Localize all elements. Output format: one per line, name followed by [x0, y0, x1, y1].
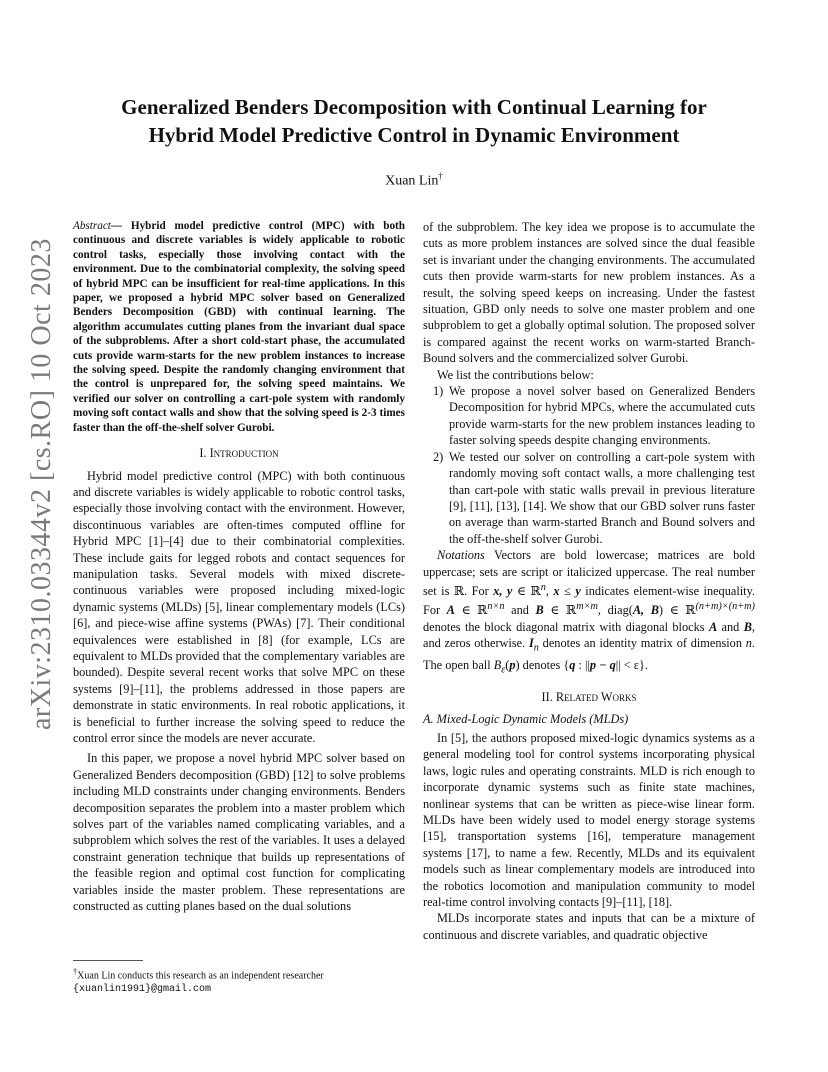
notations-text: and	[717, 619, 744, 634]
notations-text: (	[505, 658, 510, 673]
notations-text: : ||	[575, 658, 590, 673]
arxiv-identifier: arXiv:2310.03344v2 [cs.RO] 10 Oct 2023	[26, 238, 57, 730]
list-item-number: 1)	[433, 384, 444, 399]
math-symbol: B	[493, 658, 502, 673]
title-line-1: Generalized Benders Decomposition with Continual Learning for	[121, 95, 707, 119]
math-subscript: n	[533, 642, 539, 654]
notations-text: . The open ball	[423, 636, 755, 673]
list-item	[423, 449, 755, 547]
mld-paragraph-2: MLDs incorporate states and inputs that can be a mixture of continuous and discrete variables, and quadratic objective	[423, 911, 755, 942]
intro-paragraph-1: Hybrid model predictive control (MPC) with both continuous and discrete variables is widely applicable to robotic control tasks, especially those involving contact with the environment. However, discontinuous variables are often-times computed offline for Hybrid MPC [1]–[4] due to their combinatorial complexities. These include gaits for legged robots and contact sequences for manipulation tasks. Several models with mixed discrete-continuous variables were proposed including mixed-logic dynamic systems (MLDs) [5], linear complementary models (LCs) [6], and piece-wise affine systems (PWAs) [7]. Their conditional equivalences were established in [8] (for example, LCs are equivalent to MLDs provided that the complementary variables are bounded). Despite several recent works that solve MPC on these systems [9]–[11], the problems addressed in those papers are demonstrate in static environments. In real robotic applications, it is beneficial to further increase the solving speed to reduce the control error since the models are never accurate.	[73, 468, 405, 745]
math-symbol: A	[446, 603, 455, 618]
list-item-text: We propose a novel solver based on Generalized Benders Decomposition for hybrid MPCs, where the accumulated cuts provide warm-starts for the new problem instances leading to faster solving speeds despite changing environments.	[449, 384, 755, 448]
abstract-text: Hybrid model predictive control (MPC) with both continuous and discrete variables is widely applicable to robotic control tasks, especially those involving contact with the environment. Due to the combinatorial complexity, the solving speed of hybrid MPC can be insufficient for real-time applications. In this paper, we proposed a hybrid MPC solver based on Generalized Benders Decomposition (GBD) with continual learning. The algorithm accumulates cutting planes from the invariant dual space of the subproblems. After a short cold-start phase, the accumulated cuts provide warm-starts for the new problem instances to increase the solving speed. Despite the randomly changing environment that the control is unprepared for, the solving speed maintains. We verified our solver on controlling a cart-pole system with randomly moving soft contact walls and show that the solving speed is 2-3 times faster than the off-the-shelf solver Gurobi.	[73, 220, 405, 434]
math-superscript: (n+m)×(n+m)	[695, 601, 755, 613]
list-item-number: 2)	[433, 449, 444, 464]
footnote-text: Xuan Lin conducts this research as an independent researcher	[77, 970, 324, 982]
notations-text: , diag(	[597, 603, 633, 618]
intro-paragraph-2: In this paper, we propose a novel hybrid MPC solver based on Generalized Benders decomposition (GBD) [12] to solve problems including MLD constraints under changing environments. Benders decomposition separates the problem into a master problem which solves part of the variables named complicating variables, and a subproblem which solves the rest of the variables. It uses a delayed constraint generation technique that builds up representations of the feasible region and optimal cost function for complicating variables inside the master problem. These representations are constructed as cutting planes based on the dual solutions	[73, 751, 405, 914]
title-line-2: Hybrid Model Predictive Control in Dynamic Environment	[148, 123, 680, 147]
author-line	[0, 171, 828, 190]
math-symbol: x, y	[493, 584, 513, 599]
notations-text: || < ε}.	[615, 658, 648, 673]
right-paragraph-1: of the subproblem. The key idea we propose is to accumulate the cuts as more problem instances are solved since the dual feasible set is invariant under the changing environments. The accumulated cuts then provide warm-starts for new problem instances. As a result, the solving speed keeps on increasing. Under the fastest situation, GBD only needs to solve one master problem and one subproblem to get a globally optimal solution. The proposed solver is compared against the recent works on warm-started Branch-Bound solvers and the commercialized solver Gurobi.	[423, 220, 755, 366]
math-symbol: n	[745, 636, 752, 651]
math-symbol: x	[553, 584, 560, 599]
math-symbol: A	[708, 619, 718, 634]
math-symbol: q	[569, 658, 576, 673]
list-item	[423, 383, 755, 449]
notations-text: ∈ ℝ	[543, 603, 577, 618]
notations-text: denotes the block diagonal matrix with diagonal blocks	[423, 619, 709, 634]
abstract	[73, 219, 405, 435]
footnote-mark: †	[73, 967, 78, 976]
notations-text: ∈ ℝ	[454, 603, 488, 618]
math-symbol: B	[535, 603, 544, 618]
math-subscript: ε	[501, 664, 506, 676]
contributions-list	[423, 383, 755, 547]
abstract-dash: —	[110, 220, 131, 232]
math-superscript: n	[540, 581, 546, 593]
footnote-rule	[73, 960, 143, 961]
footnote-email[interactable]: {xuanlin1991}@gmail.com	[73, 983, 212, 995]
notations-text: and	[504, 603, 536, 618]
list-item-text: We tested our solver on controlling a cart-pole system with randomly moving soft contact walls, a more challenging test than cart-pole with static walls prevail in previous literature [9], [11], [13], [14]. We show that our GBD solver runs faster on average than warm-started Branch and Bound solvers and the off-the-shelf solver Gurobi.	[449, 449, 755, 546]
math-symbol: A, B	[632, 603, 659, 618]
paper-title	[60, 93, 768, 149]
math-symbol: I	[528, 636, 534, 651]
math-symbol: B	[743, 619, 752, 634]
notations-text: indicates element-wise inequality. For	[423, 584, 755, 618]
mld-paragraph-1: In [5], the authors proposed mixed-logic dynamics systems as a general modeling tool for control systems incorporating physical laws, logic rules and operating constraints. MLD is rich enough to incorporate dynamic systems such as finite state machines, nonlinear systems that can be written as piece-wise linear form. MLDs have been widely used to model energy storage systems [15], transportation systems [16], temperature management systems [17], to name a few. Recently, MLDs and its equivalent models such as linear complementary models are introduced into the robotics locomotion and manipulation community to model real-time control involving contacts [9]–[11], [18].	[423, 730, 755, 909]
author-footnote-mark: †	[438, 171, 443, 181]
math-superscript: m×m	[576, 601, 598, 613]
section-heading-introduction: I. Introduction	[199, 446, 279, 461]
notations-lead: Notations	[437, 548, 485, 563]
notations-text: ∈ ℝ	[512, 584, 541, 599]
notations-text: ≤	[559, 584, 576, 599]
footnote	[73, 966, 405, 996]
notations-text: ) denotes {	[515, 658, 570, 673]
notations-text: , and zeros otherwise.	[423, 619, 755, 651]
notations-text: ) ∈ ℝ	[658, 603, 696, 618]
contributions-intro: We list the contributions below:	[437, 367, 594, 382]
notations-text: denotes an identity matrix of dimension	[538, 636, 746, 651]
notations-text: Vectors are bold lowercase; matrices are bold uppercase; sets are script or italicized uppercase. The real number set is ℝ. For	[423, 548, 755, 599]
left-column	[73, 219, 405, 914]
subsection-heading-mld: A. Mixed-Logic Dynamic Models (MLDs)	[423, 712, 629, 727]
section-heading-related-works: II. Related Works	[541, 690, 637, 705]
notations-text: ,	[545, 584, 554, 599]
right-column	[423, 219, 755, 943]
math-symbol: p	[509, 658, 516, 673]
abstract-lead: Abstract	[73, 220, 111, 232]
math-symbol: y	[575, 584, 581, 599]
author-name: Xuan Lin	[385, 173, 439, 189]
math-superscript: n×n	[487, 601, 505, 613]
math-symbol: p − q	[589, 658, 616, 673]
notations-paragraph	[423, 547, 755, 679]
